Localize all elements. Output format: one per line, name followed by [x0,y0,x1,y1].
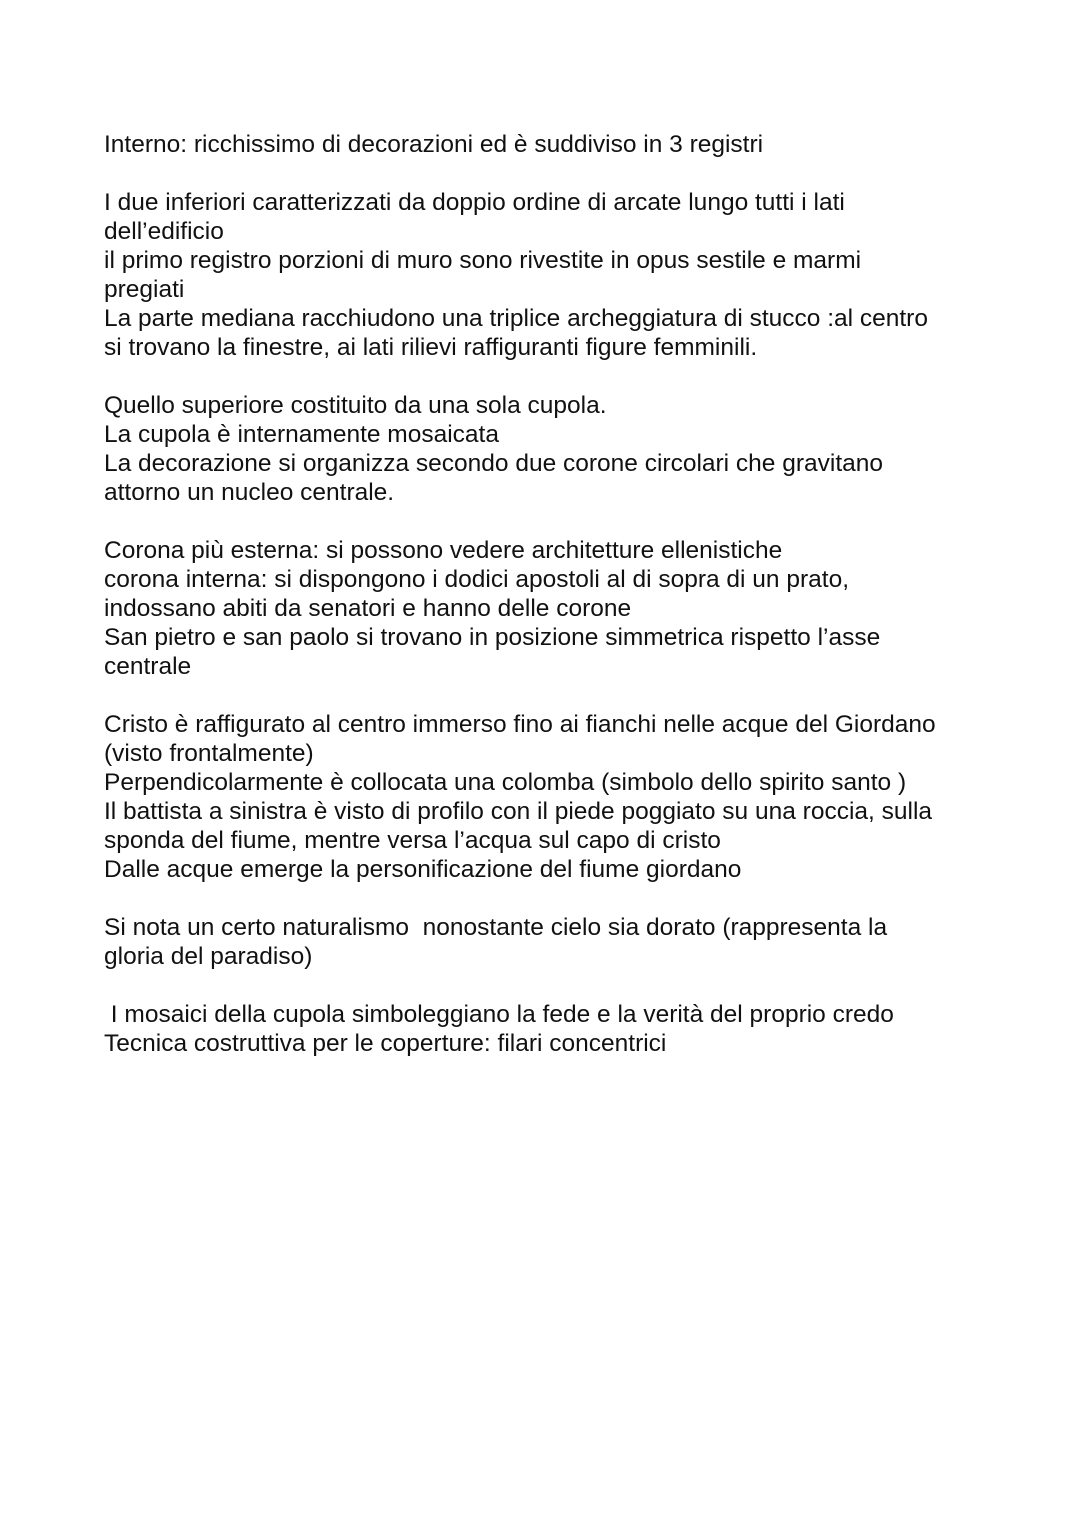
document-body [104,130,1004,1087]
text-line: pregiati [104,276,185,303]
text-line: Cristo è raffigurato al centro immerso fino ai fianchi nelle acque del Giordano [104,711,936,738]
text-line: Tecnica costruttiva per le coperture: filari concentrici [104,1030,667,1057]
text-line: La decorazione si organizza secondo due corone circolari che gravitano [104,450,884,477]
text-line: I due inferiori caratterizzati da doppio ordine di arcate lungo tutti i lati [104,189,845,216]
text-line: dell’edificio [104,218,224,245]
paragraph-registro-superiore [104,391,1004,507]
text-line: indossano abiti da senatori e hanno delle corone [104,595,632,622]
text-line: corona interna: si dispongono i dodici apostoli al di sopra di un prato, [104,566,850,593]
paragraph-corone [104,536,1004,681]
text-line: Corona più esterna: si possono vedere architetture ellenistiche [104,537,783,564]
text-line: La parte mediana racchiudono una triplice archeggiatura di stucco :al centro [104,305,928,332]
text-line: gloria del paradiso) [104,943,313,970]
text-line: La cupola è internamente mosaicata [104,421,499,448]
text-line: centrale [104,653,192,680]
text-line: il primo registro porzioni di muro sono rivestite in opus sestile e marmi [104,247,862,274]
text-line: Perpendicolarmente è collocata una colomba (simbolo dello spirito santo ) [104,769,907,796]
paragraph-cristo [104,710,1004,884]
text-line: attorno un nucleo centrale. [104,479,395,506]
text-line: Quello superiore costituito da una sola cupola. [104,392,607,419]
text-line: Dalle acque emerge la personificazione del fiume giordano [104,856,742,883]
text-line: I mosaici della cupola simboleggiano la fede e la verità del proprio credo [104,1001,894,1028]
paragraph-mosaici [104,1000,1004,1058]
paragraph-naturalismo [104,913,1004,971]
text-line: si trovano la finestre, ai lati rilievi raffiguranti figure femminili. [104,334,758,361]
text-line: sponda del fiume, mentre versa l’acqua sul capo di cristo [104,827,721,854]
text-line: San pietro e san paolo si trovano in posizione simmetrica rispetto l’asse [104,624,881,651]
paragraph-registri-inferiori [104,188,1004,362]
text-line: Il battista a sinistra è visto di profilo con il piede poggiato su una roccia, sulla [104,798,933,825]
text-line: Interno: ricchissimo di decorazioni ed è suddiviso in 3 registri [104,131,764,158]
paragraph-interno [104,130,1004,159]
text-line: Si nota un certo naturalismo nonostante cielo sia dorato (rappresenta la [104,914,888,941]
text-line: (visto frontalmente) [104,740,314,767]
